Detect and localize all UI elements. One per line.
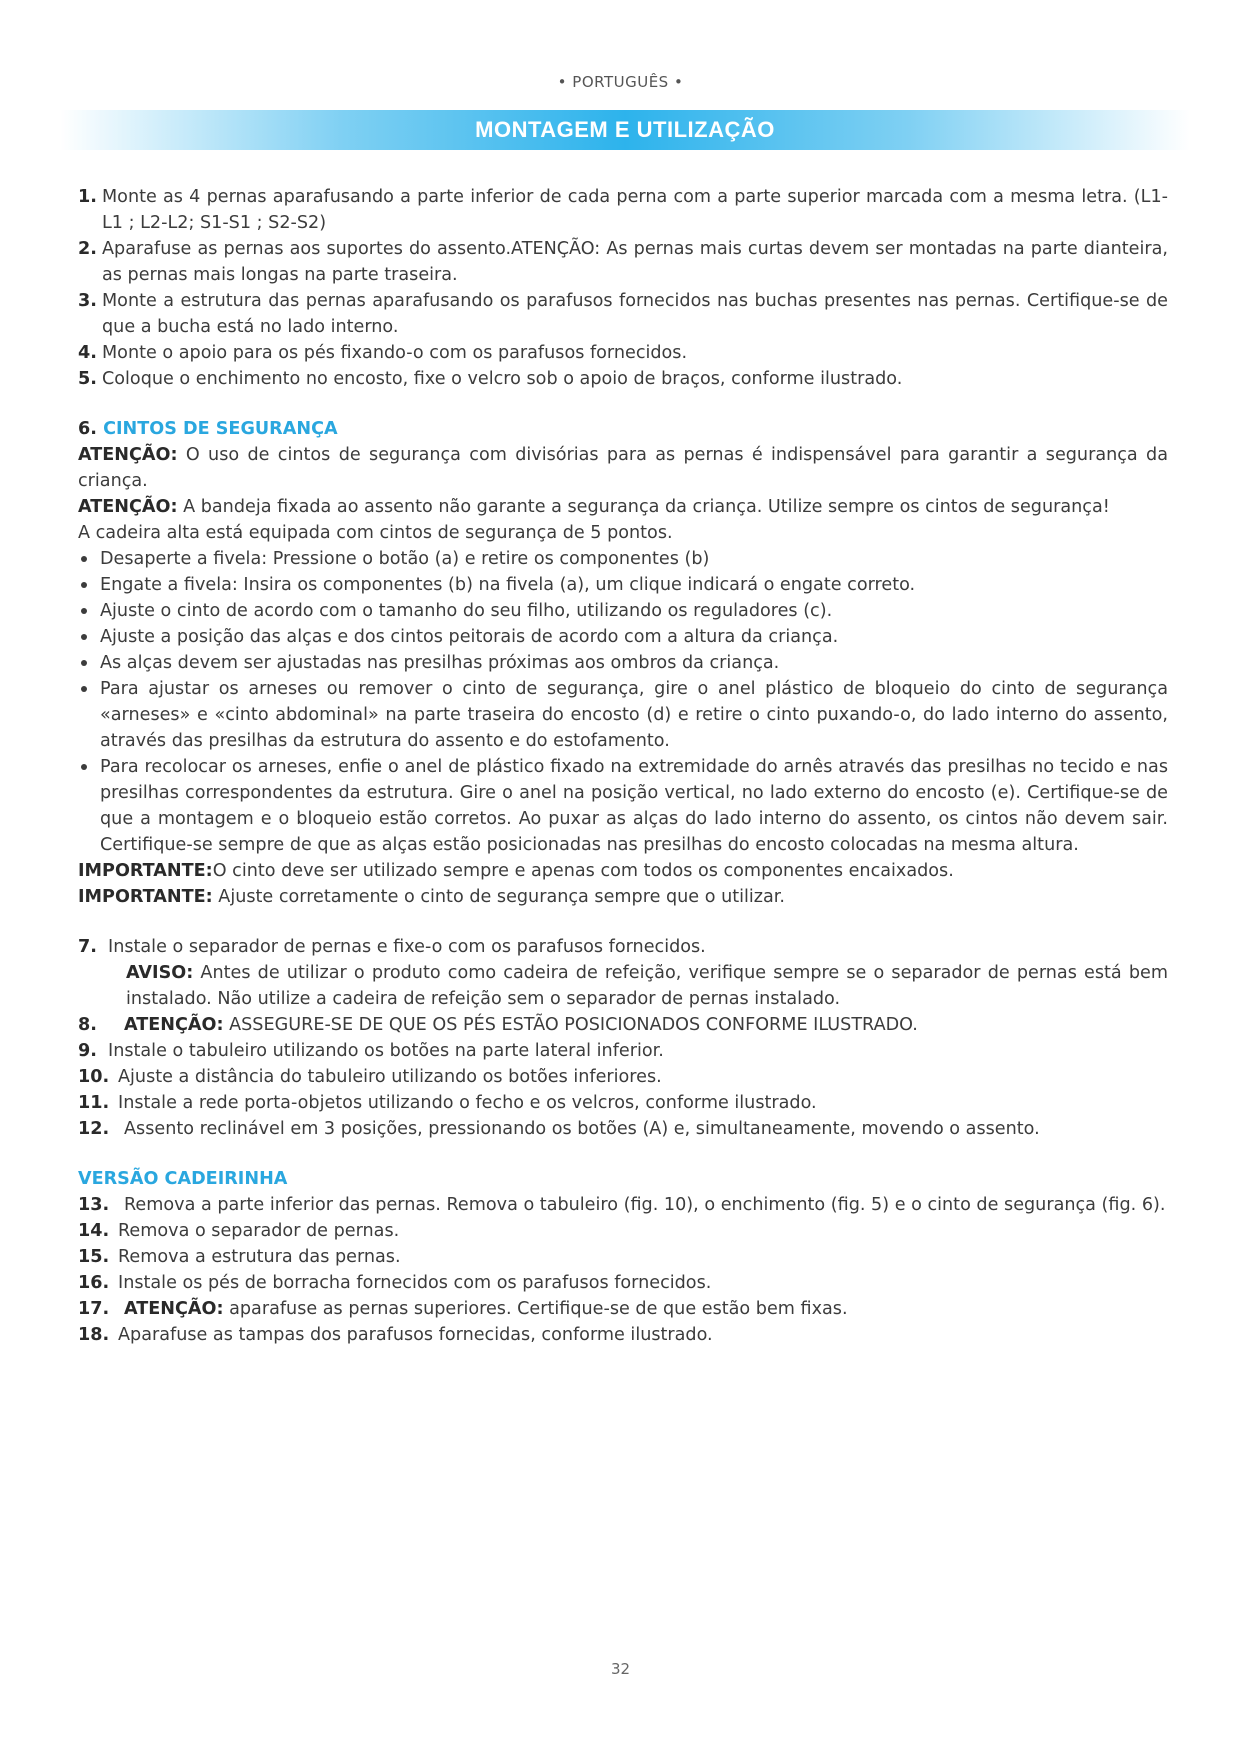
- step-10: [78, 1064, 1168, 1090]
- step-number: 7.: [78, 937, 97, 957]
- step-number: 9.: [78, 1041, 97, 1061]
- step-number: 1.: [78, 187, 97, 207]
- step-text: Coloque o enchimento no encosto, fixe o velcro sob o apoio de braços, conforme ilustrado.: [102, 369, 903, 389]
- step-number: 8.: [78, 1015, 97, 1035]
- step-16: [78, 1270, 1168, 1296]
- step-text: Monte as 4 pernas aparafusando a parte inferior de cada perna com a parte superior marcada com a mesma letra. (L1-L1 ; L2-L2; S1-S1 ; S2-S2): [102, 187, 1168, 233]
- step-15: [78, 1244, 1168, 1270]
- notice-block: [78, 960, 1168, 1012]
- page-number: 32: [610, 1660, 631, 1678]
- step-label: ATENÇÃO:: [124, 1015, 224, 1035]
- page-title: MONTAGEM E UTILIZAÇÃO: [475, 117, 775, 142]
- important-2: [78, 884, 1168, 910]
- important-label: IMPORTANTE:: [78, 861, 213, 881]
- step-number: 18.: [78, 1325, 110, 1345]
- step-text: Instale o tabuleiro utilizando os botões na parte lateral inferior.: [108, 1041, 664, 1061]
- warning-2: [78, 494, 1168, 520]
- step-text: Instale o separador de pernas e fixe-o com os parafusos fornecidos.: [108, 937, 706, 957]
- step-number: 11.: [78, 1093, 110, 1113]
- warning-text: A bandeja fixada ao assento não garante a segurança da criança. Utilize sempre os cintos de segurança!: [177, 497, 1110, 517]
- step-text: ASSEGURE-SE DE QUE OS PÉS ESTÃO POSICIONADOS CONFORME ILUSTRADO.: [223, 1015, 918, 1035]
- step-text: Ajuste a distância do tabuleiro utilizando os botões inferiores.: [118, 1067, 662, 1087]
- step-1: [78, 184, 1168, 236]
- step-text: aparafuse as pernas superiores. Certifique-se de que estão bem fixas.: [223, 1299, 848, 1319]
- step-label: ATENÇÃO:: [124, 1299, 224, 1319]
- section-title: CINTOS DE SEGURANÇA: [103, 419, 338, 439]
- step-number: 14.: [78, 1221, 110, 1241]
- step-text: Aparafuse as pernas aos suportes do assento.ATENÇÃO: As pernas mais curtas devem ser montadas na parte dianteira, as pernas mais longas na parte traseira.: [102, 239, 1168, 285]
- important-text: Ajuste corretamente o cinto de segurança sempre que o utilizar.: [212, 887, 786, 907]
- warning-1: [78, 442, 1168, 494]
- bullet-item: Para recolocar os arneses, enfie o anel de plástico fixado na extremidade do arnês através das presilhas no tecido e nas presilhas correspondentes da estrutura. Gire o anel na posição vertical, no lado externo do encosto (e). Certifique-se de que a montagem e o bloqueio estão corretos. Ao puxar as alças do lado interno do assento, os cintos não devem sair. Certifique-se sempre de que as alças estão posicionadas nas presilhas do encosto colocadas na mesma altura.: [78, 754, 1168, 858]
- bullet-item: Para ajustar os arneses ou remover o cinto de segurança, gire o anel plástico de bloqueio do cinto de segurança «arneses» e «cinto abdominal» na parte traseira do encosto (d) e retire o cinto puxando-o, do lado interno do assento, através das presilhas da estrutura do assento e do estofamento.: [78, 676, 1168, 754]
- section-number: 6.: [78, 419, 97, 439]
- step-8: [78, 1012, 1168, 1038]
- bullet-item: Desaperte a fivela: Pressione o botão (a) e retire os componentes (b): [78, 546, 1168, 572]
- step-text: Monte a estrutura das pernas aparafusando os parafusos fornecidos nas buchas presentes nas pernas. Certifique-se de que a bucha está no lado interno.: [102, 291, 1168, 337]
- step-number: 15.: [78, 1247, 110, 1267]
- harness-intro: A cadeira alta está equipada com cintos de segurança de 5 pontos.: [78, 523, 673, 543]
- step-number: 12.: [78, 1119, 110, 1139]
- step-text: Remova a estrutura das pernas.: [118, 1247, 401, 1267]
- step-7: [78, 934, 1168, 960]
- step-18: [78, 1322, 1168, 1348]
- step-4: [78, 340, 1168, 366]
- language-label: • PORTUGUÊS •: [557, 73, 684, 91]
- step-number: 5.: [78, 369, 97, 389]
- notice-label: AVISO:: [126, 963, 194, 983]
- step-text: Remova a parte inferior das pernas. Remova o tabuleiro (fig. 10), o enchimento (fig. 5) e o cinto de segurança (fig. 6).: [124, 1195, 1166, 1215]
- step-3: [78, 288, 1168, 340]
- step-5: [78, 366, 1168, 392]
- step-number: 3.: [78, 291, 97, 311]
- instructions-body: [78, 184, 1168, 1348]
- step-12: [78, 1116, 1168, 1142]
- step-text: Instale os pés de borracha fornecidos com os parafusos fornecidos.: [118, 1273, 712, 1293]
- version-heading: VERSÃO CADEIRINHA: [78, 1169, 288, 1189]
- important-text: O cinto deve ser utilizado sempre e apenas com todos os componentes encaixados.: [212, 861, 954, 881]
- step-text: Instale a rede porta-objetos utilizando o fecho e os velcros, conforme ilustrado.: [118, 1093, 817, 1113]
- warning-label: ATENÇÃO:: [78, 445, 178, 465]
- notice-text: Antes de utilizar o produto como cadeira de refeição, verifique sempre se o separador de pernas está bem instalado. Não utilize a cadeira de refeição sem o separador de pernas instalado.: [126, 963, 1168, 1009]
- step-14: [78, 1218, 1168, 1244]
- bullet-item: Ajuste o cinto de acordo com o tamanho do seu filho, utilizando os reguladores (c).: [78, 598, 1168, 624]
- step-11: [78, 1090, 1168, 1116]
- step-number: 17.: [78, 1299, 110, 1319]
- step-number: 16.: [78, 1273, 110, 1293]
- step-9: [78, 1038, 1168, 1064]
- bullet-item: As alças devem ser ajustadas nas presilhas próximas aos ombros da criança.: [78, 650, 1168, 676]
- warning-label: ATENÇÃO:: [78, 497, 178, 517]
- warning-text: O uso de cintos de segurança com divisórias para as pernas é indispensável para garantir a segurança da criança.: [78, 445, 1168, 491]
- step-number: 10.: [78, 1067, 110, 1087]
- section-6-heading: [78, 416, 1168, 442]
- step-text: Monte o apoio para os pés fixando-o com os parafusos fornecidos.: [102, 343, 688, 363]
- step-17: [78, 1296, 1168, 1322]
- step-text: Remova o separador de pernas.: [118, 1221, 400, 1241]
- bullet-item: Engate a fivela: Insira os componentes (b) na fivela (a), um clique indicará o engate correto.: [78, 572, 1168, 598]
- step-text: Aparafuse as tampas dos parafusos fornecidas, conforme ilustrado.: [118, 1325, 713, 1345]
- step-number: 4.: [78, 343, 97, 363]
- step-13: [78, 1192, 1168, 1218]
- step-2: [78, 236, 1168, 288]
- important-1: [78, 858, 1168, 884]
- step-text: Assento reclinável em 3 posições, pressionando os botões (A) e, simultaneamente, movendo o assento.: [124, 1119, 1040, 1139]
- step-number: 13.: [78, 1195, 110, 1215]
- bullet-item: Ajuste a posição das alças e dos cintos peitorais de acordo com a altura da criança.: [78, 624, 1168, 650]
- step-number: 2.: [78, 239, 97, 259]
- important-label: IMPORTANTE:: [78, 887, 213, 907]
- title-banner: [60, 110, 1190, 150]
